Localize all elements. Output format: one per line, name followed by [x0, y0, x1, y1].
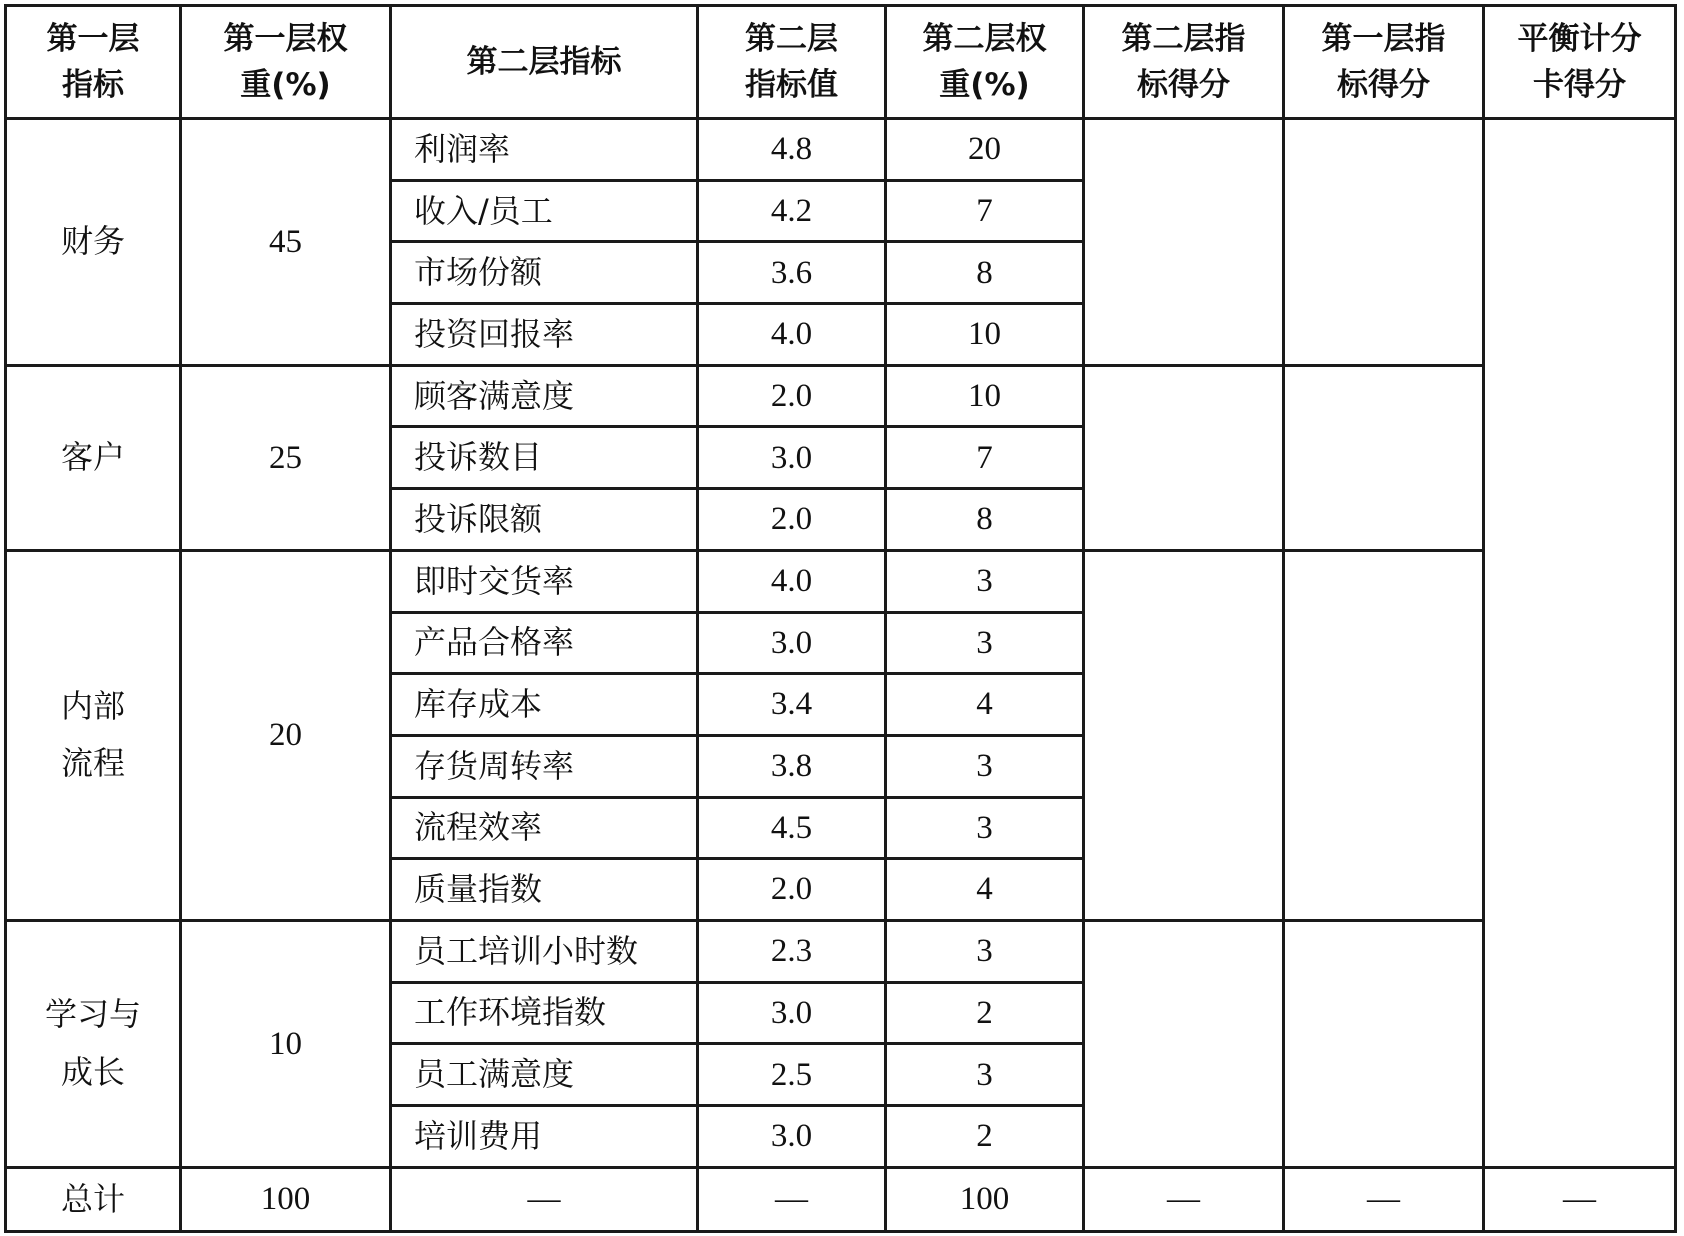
- layer2-indicator-cell: 存货周转率: [391, 735, 698, 797]
- total-layer2-weight-cell: 100: [886, 1167, 1084, 1231]
- header-cell: 第二层指 标得分: [1084, 6, 1284, 119]
- layer2-value-cell: 4.0: [698, 550, 886, 612]
- total-layer2-score-cell: —: [1084, 1167, 1284, 1231]
- header-row: [6, 6, 1676, 119]
- layer2-value-cell: 4.8: [698, 119, 886, 181]
- layer2-indicator-cell: 流程效率: [391, 797, 698, 859]
- header-cell: 第二层权 重(%): [886, 6, 1084, 119]
- layer1-weight-cell: 10: [181, 920, 391, 1167]
- layer2-indicator-cell: 产品合格率: [391, 612, 698, 674]
- total-layer2-indicator-cell: —: [391, 1167, 698, 1231]
- layer2-indicator-cell: 即时交货率: [391, 550, 698, 612]
- layer2-weight-cell: 10: [886, 304, 1084, 366]
- total-layer1-score-cell: —: [1284, 1167, 1484, 1231]
- layer2-weight-cell: 10: [886, 365, 1084, 427]
- layer1-indicator-cell: 学习与 成长: [6, 920, 181, 1167]
- layer2-indicator-cell: 培训费用: [391, 1106, 698, 1168]
- scorecard-container: [4, 4, 1677, 1233]
- layer2-weight-cell: 8: [886, 489, 1084, 551]
- layer2-indicator-cell: 投诉限额: [391, 489, 698, 551]
- layer2-value-cell: 2.3: [698, 920, 886, 982]
- layer2-value-cell: 4.0: [698, 304, 886, 366]
- layer2-value-cell: 2.5: [698, 1044, 886, 1106]
- total-layer2-value-cell: —: [698, 1167, 886, 1231]
- layer2-weight-cell: 7: [886, 180, 1084, 242]
- layer2-weight-cell: 20: [886, 119, 1084, 181]
- total-bsc-score-cell: —: [1484, 1167, 1676, 1231]
- layer2-indicator-cell: 工作环境指数: [391, 982, 698, 1044]
- balanced-scorecard-table: [4, 4, 1677, 1233]
- header-cell: 第二层指标: [391, 6, 698, 119]
- layer2-value-cell: 3.6: [698, 242, 886, 304]
- layer2-score-cell: [1084, 365, 1284, 550]
- layer2-score-cell: [1084, 550, 1284, 920]
- layer2-weight-cell: 3: [886, 550, 1084, 612]
- layer2-value-cell: 3.4: [698, 674, 886, 736]
- layer1-score-cell: [1284, 920, 1484, 1167]
- layer2-indicator-cell: 利润率: [391, 119, 698, 181]
- layer1-score-cell: [1284, 550, 1484, 920]
- layer2-value-cell: 4.2: [698, 180, 886, 242]
- header-cell: 第二层 指标值: [698, 6, 886, 119]
- layer2-value-cell: 2.0: [698, 365, 886, 427]
- layer2-indicator-cell: 顾客满意度: [391, 365, 698, 427]
- layer1-weight-cell: 20: [181, 550, 391, 920]
- layer1-weight-cell: 25: [181, 365, 391, 550]
- table-row: [6, 550, 1676, 612]
- layer2-indicator-cell: 员工满意度: [391, 1044, 698, 1106]
- layer1-indicator-cell: 客户: [6, 365, 181, 550]
- layer2-value-cell: 3.0: [698, 427, 886, 489]
- layer2-weight-cell: 4: [886, 859, 1084, 921]
- layer2-score-cell: [1084, 119, 1284, 366]
- layer2-weight-cell: 3: [886, 1044, 1084, 1106]
- layer2-indicator-cell: 质量指数: [391, 859, 698, 921]
- layer2-weight-cell: 3: [886, 920, 1084, 982]
- layer1-indicator-cell: 财务: [6, 119, 181, 366]
- layer2-weight-cell: 4: [886, 674, 1084, 736]
- header-cell: 第一层指 标得分: [1284, 6, 1484, 119]
- layer2-indicator-cell: 收入/员工: [391, 180, 698, 242]
- layer1-score-cell: [1284, 365, 1484, 550]
- total-layer1-weight-cell: 100: [181, 1167, 391, 1231]
- layer2-indicator-cell: 库存成本: [391, 674, 698, 736]
- layer2-value-cell: 2.0: [698, 859, 886, 921]
- layer2-indicator-cell: 市场份额: [391, 242, 698, 304]
- layer1-weight-cell: 45: [181, 119, 391, 366]
- layer2-score-cell: [1084, 920, 1284, 1167]
- bsc-score-cell: [1484, 119, 1676, 1168]
- table-row: [6, 920, 1676, 982]
- layer2-weight-cell: 3: [886, 735, 1084, 797]
- layer2-weight-cell: 3: [886, 797, 1084, 859]
- layer2-indicator-cell: 投资回报率: [391, 304, 698, 366]
- table-row: [6, 365, 1676, 427]
- layer2-value-cell: 4.5: [698, 797, 886, 859]
- layer1-indicator-cell: 内部 流程: [6, 550, 181, 920]
- total-label-cell: 总计: [6, 1167, 181, 1231]
- layer2-value-cell: 3.0: [698, 982, 886, 1044]
- header-cell: 第一层权 重(%): [181, 6, 391, 119]
- header-cell: 平衡计分 卡得分: [1484, 6, 1676, 119]
- layer2-indicator-cell: 投诉数目: [391, 427, 698, 489]
- table-row: [6, 119, 1676, 181]
- layer2-value-cell: 3.0: [698, 612, 886, 674]
- header-cell: 第一层 指标: [6, 6, 181, 119]
- layer2-weight-cell: 2: [886, 1106, 1084, 1168]
- layer2-weight-cell: 8: [886, 242, 1084, 304]
- layer2-value-cell: 3.8: [698, 735, 886, 797]
- layer2-indicator-cell: 员工培训小时数: [391, 920, 698, 982]
- layer2-value-cell: 2.0: [698, 489, 886, 551]
- layer2-weight-cell: 7: [886, 427, 1084, 489]
- total-row: [6, 1167, 1676, 1231]
- layer1-score-cell: [1284, 119, 1484, 366]
- layer2-weight-cell: 2: [886, 982, 1084, 1044]
- layer2-value-cell: 3.0: [698, 1106, 886, 1168]
- layer2-weight-cell: 3: [886, 612, 1084, 674]
